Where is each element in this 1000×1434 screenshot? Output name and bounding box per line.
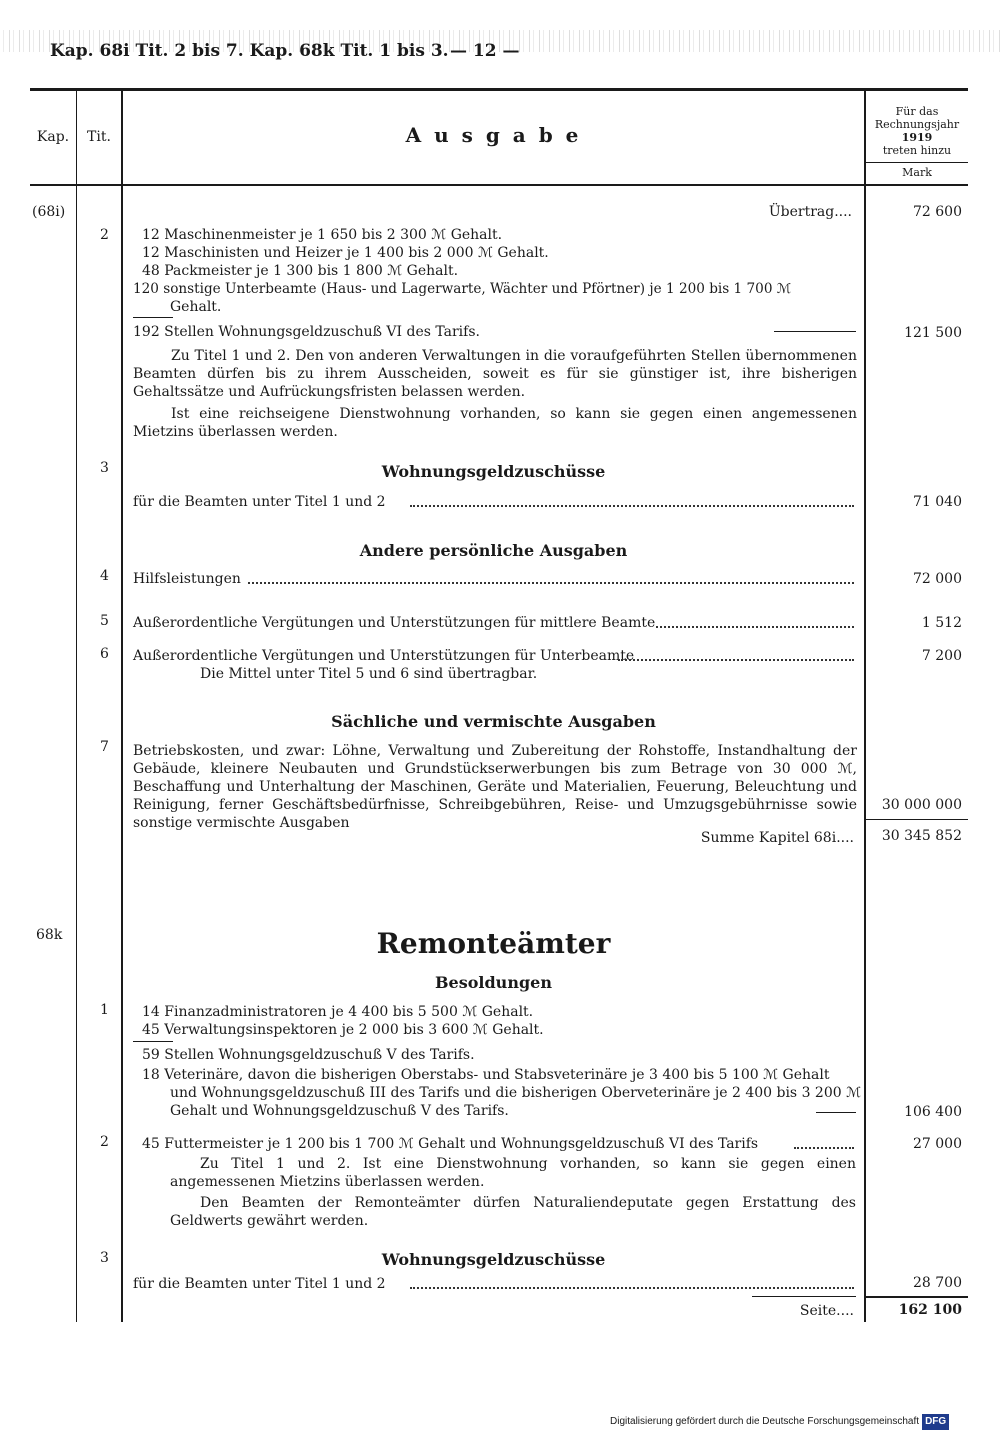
column-header-amount-unit: Mark <box>902 166 932 179</box>
tit-5-text: Außerordentliche Vergütungen und Unterstützungen für mittlere Beamte <box>133 615 656 631</box>
tit-2-number-68k: 2 <box>100 1134 109 1150</box>
tit-7-text: Betriebskosten, und zwar: Löhne, Verwaltung und Zubereitung der Rohstoffe, Instandhaltung der Gebäude, kleinere Neubauten und Grundstückserwerbungen bis zum Betrage von 30 000 ℳ, Beschaffung und Unterhaltung der Maschinen, Geräte und Materialien, Feuerung, Beleuchtung und Reinigung, ferner Geschäftsbedürfnisse, Schreibgebühren, Reise- und Umzugsgebührnisse sowie sonstige vermischte Ausgaben <box>133 743 857 831</box>
68k-tit-1-line-3: 59 Stellen Wohnungsgeldzuschuß V des Tarifs. <box>142 1047 475 1063</box>
note-68i-dienstwohnung: Ist eine reichseigene Dienstwohnung vorhanden, so kann sie gegen einen angemessenen Mietzins überlassen werden. <box>133 406 857 440</box>
tit-1-number-68k: 1 <box>100 1002 109 1018</box>
heading-wohnungsgeldzuschuesse-68i: Wohnungsgeldzuschüsse <box>381 462 606 481</box>
tit-2-line-3: 48 Packmeister je 1 300 bis 1 800 ℳ Gehalt. <box>142 263 459 279</box>
dfg-badge: DFG <box>922 1414 949 1430</box>
kap-68k-label: 68k <box>36 927 63 943</box>
amount-header-divider <box>866 162 968 163</box>
tit-3-number: 3 <box>100 460 109 476</box>
68k-tit-3-amount: 28 700 <box>913 1275 962 1291</box>
68k-tit-2-text: 45 Futtermeister je 1 200 bis 1 700 ℳ Gehalt und Wohnungsgeldzuschuß VI des Tarifs <box>142 1136 759 1152</box>
seite-amount: 162 100 <box>898 1302 962 1318</box>
uebertrag-label: Übertrag.... <box>768 204 852 220</box>
68k-tit-1-sum-rule <box>133 1041 173 1042</box>
header-bottom-rule <box>30 184 968 186</box>
column-header-amount-l2: Rechnungsjahr <box>874 118 960 131</box>
tit-5-leader-dots <box>656 626 854 628</box>
note-68i-titel-1-2: Zu Titel 1 und 2. Den von anderen Verwaltungen in die voraufgeführten Stellen übernommenen Beamten dürfen bis zu ihrem Ausscheiden, soweit es für sie günstiger ist, ihre bisherigen Gehaltssätze und Aufrückungsfristen belassen werden. <box>133 348 857 400</box>
tit-6-leader-dots <box>618 659 854 661</box>
tit-2-sum-rule <box>133 317 173 318</box>
68k-tit-3-leader-dots <box>410 1287 854 1289</box>
tit-7-number: 7 <box>100 739 109 755</box>
tit-2-line-4b: Gehalt. <box>170 299 222 315</box>
68k-tit-1-line-4: 18 Veterinäre, davon die bisherigen Oberstabs- und Stabsveterinäre je 3 400 bis 5 100 ℳ Gehalt <box>142 1067 830 1083</box>
uebertrag-amount: 72 600 <box>913 204 962 220</box>
tit-5-number: 5 <box>100 613 109 629</box>
seite-rule-right <box>866 1296 968 1298</box>
summe-rule <box>866 819 968 820</box>
68k-tit-1-line-1: 14 Finanzadministratoren je 4 400 bis 5 500 ℳ Gehalt. <box>142 1004 534 1020</box>
tit-2-line-2: 12 Maschinisten und Heizer je 1 400 bis 2 000 ℳ Gehalt. <box>142 245 549 261</box>
tit-2-amount: 121 500 <box>904 325 962 341</box>
tit-3-text: für die Beamten unter Titel 1 und 2 <box>133 494 386 510</box>
tit-2-line-5: 192 Stellen Wohnungsgeldzuschuß VI des Tarifs. <box>133 324 480 340</box>
tit-6-number: 6 <box>100 646 109 662</box>
tit-2-line-4: 120 sonstige Unterbeamte (Haus- und Lagerwarte, Wächter und Pförtner) je 1 200 bis 1 700 ℳ <box>133 281 792 297</box>
heading-besoldungen: Besoldungen <box>435 973 552 992</box>
table-top-rule <box>30 88 968 91</box>
68k-tit-1-line-4c: Gehalt und Wohnungsgeldzuschuß V des Tarifs. <box>170 1103 509 1119</box>
seite-label: Seite.... <box>799 1303 854 1319</box>
68k-tit-2-amount: 27 000 <box>913 1136 962 1152</box>
tit-7-amount: 30 000 000 <box>881 797 962 813</box>
tit-2-number: 2 <box>100 227 109 243</box>
summe-label: Summe Kapitel 68i.... <box>700 830 854 846</box>
column-header-kap: Kap. <box>36 129 70 145</box>
68k-note-naturaliendeputate: Den Beamten der Remonteämter dürfen Naturaliendeputate gegen Erstattung des Geldwerts gewährt werden. <box>170 1195 856 1229</box>
kap-column-divider <box>76 90 77 1322</box>
68k-tit-1-amount-rule <box>816 1112 856 1113</box>
heading-saechliche: Sächliche und vermischte Ausgaben <box>331 712 656 731</box>
column-header-tit: Tit. <box>87 129 111 145</box>
68k-tit-2-leader-dots <box>794 1147 854 1149</box>
tit-6-amount: 7 200 <box>921 648 962 664</box>
column-header-amount-l3: 1919 <box>901 131 933 144</box>
68k-tit-3-text: für die Beamten unter Titel 1 und 2 <box>133 1276 386 1292</box>
tit-4-amount: 72 000 <box>913 571 962 587</box>
tit-4-text: Hilfsleistungen <box>133 571 241 587</box>
68k-tit-1-line-4b: und Wohnungsgeldzuschuß III des Tarifs und die bisherigen Oberveterinäre je 2 400 bis 3 200 ℳ <box>170 1085 862 1101</box>
tit-2-amount-rule <box>774 331 856 332</box>
heading-wohnungsgeldzuschuesse-68k: Wohnungsgeldzuschüsse <box>381 1250 606 1269</box>
tit-6-text: Außerordentliche Vergütungen und Unterstützungen für Unterbeamte <box>133 648 635 664</box>
tit-3-leader-dots <box>410 505 854 507</box>
heading-remonteaemter: Remonteämter <box>376 927 611 960</box>
digitization-credit-text: Digitalisierung gefördert durch die Deutsche Forschungsgemeinschaft <box>610 1416 920 1427</box>
tit-column-divider <box>121 90 123 1322</box>
column-header-ausgabe: A u s g a b e <box>405 123 582 147</box>
68k-tit-1-amount: 106 400 <box>904 1104 962 1120</box>
tit-4-number: 4 <box>100 568 109 584</box>
68k-note-titel-1-2: Zu Titel 1 und 2. Ist eine Dienstwohnung vorhanden, so kann sie gegen einen angemessenen Mietzins überlassen werden. <box>170 1156 856 1190</box>
column-header-amount-l1: Für das <box>895 105 939 118</box>
column-header-amount-l4: treten hinzu <box>882 144 952 157</box>
page-number: — 12 — <box>450 41 520 61</box>
running-head: Kap. 68i Tit. 2 bis 7. Kap. 68k Tit. 1 bis 3. <box>50 41 449 61</box>
summe-amount: 30 345 852 <box>881 828 962 844</box>
68k-tit-1-line-2: 45 Verwaltungsinspektoren je 2 000 bis 3 600 ℳ Gehalt. <box>142 1022 544 1038</box>
kap-68i-label: (68i) <box>32 204 66 220</box>
tit-3-number-68k: 3 <box>100 1250 109 1266</box>
tit-5-amount: 1 512 <box>921 615 962 631</box>
tit-2-line-1: 12 Maschinenmeister je 1 650 bis 2 300 ℳ Gehalt. <box>142 227 503 243</box>
tit-4-leader-dots <box>248 582 854 584</box>
digitization-credit <box>610 1414 949 1430</box>
heading-andere-persoenliche: Andere persönliche Ausgaben <box>359 541 628 560</box>
tit-6-note: Die Mittel unter Titel 5 und 6 sind übertragbar. <box>200 666 538 682</box>
tit-3-amount: 71 040 <box>913 494 962 510</box>
seite-rule-left <box>752 1296 856 1297</box>
